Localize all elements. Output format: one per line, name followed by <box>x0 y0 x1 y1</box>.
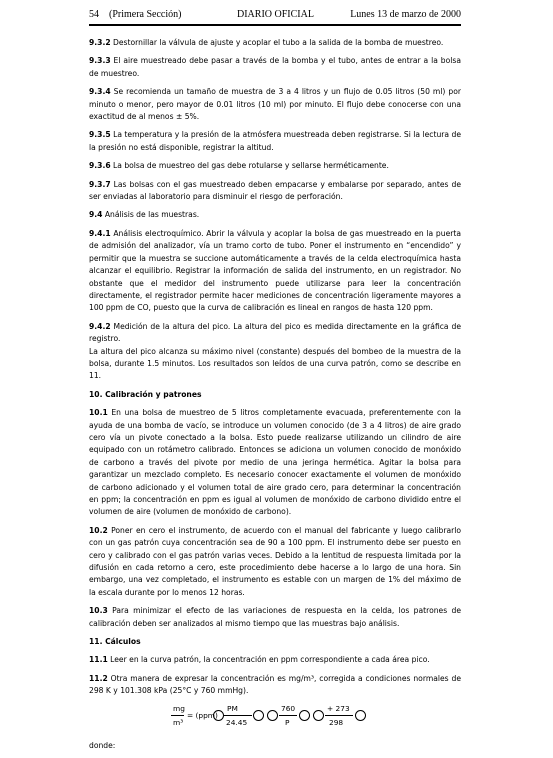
bracket-icon <box>355 710 366 721</box>
paragraph-number: 9.4.2 <box>89 321 111 331</box>
publication-name: DIARIO OFICIAL <box>237 9 314 20</box>
paragraph-text: Poner en cero el instrumento, de acuerdo con el manual del fabricante y luego calibrarlo con un gas patrón cuya concentración sea de 90 a 100 ppm. El instrumento debe ser puesto en cero y calibrado con el gas patrón varias veces. Debido a la lentitud de respuesta limitada por la difusión en cada retorno a cero, este procedimiento debe hacerse a lo largo de una hora. Sin embargo, una vez completado, el instrumento es estable con un margen de 1% del máximo de la escala durante por lo menos 12 horas. <box>89 525 461 597</box>
paragraph-number: 10.1 <box>89 408 108 418</box>
paragraph-number: 9.4.1 <box>89 228 111 238</box>
paragraph-9-3-7 <box>89 179 461 204</box>
paragraph-number: 9.3.2 <box>89 38 111 47</box>
paragraph-text: Para minimizar el efecto de las variaciones de respuesta en la celda, los patrones de calibración deben ser analizados al mismo tiempo que las muestras bajo análisis. <box>89 606 461 628</box>
paragraph-9-4-2 <box>89 321 461 346</box>
paragraph-9-4-1 <box>89 228 461 315</box>
formula-reference-temperature: 298 <box>329 717 344 727</box>
header-rule <box>89 24 461 26</box>
bracket-icon <box>253 710 264 721</box>
section-10-heading: 10. Calibración y patrones <box>89 389 202 399</box>
section-label: (Primera Sección) <box>109 9 182 20</box>
formula-molar-volume: 24.45 <box>226 717 248 727</box>
paragraph-text: La bolsa de muestreo del gas debe rotularse y sellarse herméticamente. <box>110 161 389 171</box>
paragraph-text: Destornillar la válvula de ajuste y acoplar el tubo a la salida de la bomba de muestreo. <box>110 38 444 47</box>
section-11-heading: 11. Cálculos <box>89 637 141 647</box>
paragraph-number: 9.3.5 <box>89 130 111 140</box>
paragraph-number: 10.2 <box>89 525 108 535</box>
paragraph-9-4 <box>89 209 461 221</box>
paragraph-9-3-3 <box>89 55 461 80</box>
paragraph-11-2 <box>89 673 461 698</box>
paragraph-text: Se recomienda un tamaño de muestra de 3 a 4 litros y un flujo de 0.05 litros (50 ml) por minuto o menor, pero mayor de 0.01 litros (10 ml) por minuto. El flujo debe conocerse con una exactitud de al menos ± 5%. <box>89 87 461 122</box>
closing-label: donde: <box>89 740 116 750</box>
paragraph-10-3 <box>89 605 461 630</box>
concentration-formula <box>89 700 461 734</box>
paragraph-text: El aire muestreado debe pasar a través de la bomba y el tubo, antes de entrar a la bolsa de muestreo. <box>89 56 461 78</box>
formula-pressure: P <box>285 717 290 727</box>
paragraph-text: Medición de la altura del pico. La altura del pico es medida directamente en la gráfica de registro. <box>89 321 461 344</box>
paragraph-number: 9.3.6 <box>89 161 111 171</box>
paragraph-number: 11.2 <box>89 673 108 683</box>
paragraph-text: Otra manera de expresar la concentración es mg/m³, corregida a condiciones normales de 298 K y 101.308 kPa (25°C y 760 mmHg). <box>89 673 461 696</box>
bracket-icon <box>267 710 278 721</box>
paragraph-text: En una bolsa de muestreo de 5 litros completamente evacuada, preferentemente con la ayuda de una bomba de vacío, se introduce un volumen conocido (de 3 a 4 litros) de aire grado cero vía un pivote conectado a la bolsa. Esto puede realizarse utilizando un cilindro de aire equipado con un rotámetro calibrado. Entonces se adiciona un volumen conocido de monóxido de carbono a través del pivote por medio de una jeringa hermética. Agitar la bolsa para garantizar un mezclado completo. Es necesario conocer exactamente el volumen de monóxido de carbono adicionado y el volumen total de aire grado cero, para determinar la concentración en ppm; la concentración en ppm es igual al volumen de monóxido de carbono dividido entre el volumen de aire (volumen de monóxido de carbono). <box>89 408 461 517</box>
bracket-icon <box>213 710 224 721</box>
formula-molecular-weight: PM <box>227 703 238 713</box>
formula-temperature-offset: + 273 <box>327 703 350 713</box>
paragraph-9-3-5 <box>89 129 461 154</box>
page-number: 54 <box>89 9 99 20</box>
paragraph-9-3-2 <box>89 37 461 49</box>
paragraph-number: 9.4 <box>89 210 103 220</box>
paragraph-text: La temperatura y la presión de la atmósfera muestreada deben registrarse. Si la lectura de la presión no está disponible, registrar la altitud. <box>89 130 461 152</box>
paragraph-11-1 <box>89 654 461 666</box>
issue-date: Lunes 13 de marzo de 2000 <box>350 9 461 20</box>
paragraph-9-3-4 <box>89 86 461 123</box>
bracket-icon <box>299 710 310 721</box>
paragraph-text: Las bolsas con el gas muestreado deben empacarse y embalarse por separado, antes de ser enviadas al laboratorio para disminuir el riesgo de perforación. <box>89 179 461 202</box>
paragraph-number: 11.1 <box>89 655 108 665</box>
page-header <box>89 9 461 23</box>
bracket-icon <box>313 710 324 721</box>
paragraph-text: Análisis electroquímico. Abrir la válvula y acoplar la bolsa de gas muestreado en la puerta de admisión del analizador, vía un tramo corto de tubo. Poner el instrumento en “encendido” y permitir que la muestra se succione automáticamente a través de la celda electroquímica hasta alcanzar el equilibrio. Registrar la información de salida del instrumento, en un registrador. No obstante que el medidor del instrumento puede utilizarse para leer la concentración directamente, el registrador permite hacer mediciones de concentración ligeramente mayores a 100 ppm de CO, puesto que la curva de calibración es lineal en rangos de hasta 120 ppm. <box>89 228 461 313</box>
formula-lhs-denominator: m³ <box>173 717 184 727</box>
paragraph-number: 9.3.3 <box>89 56 111 66</box>
paragraph-text: Leer en la curva patrón, la concentración en ppm correspondiente a cada área pico. <box>107 655 430 665</box>
paragraph-10-2 <box>89 525 461 599</box>
paragraph-9-3-6 <box>89 160 461 172</box>
formula-lhs-numerator: mg <box>173 703 185 713</box>
paragraph-number: 9.3.7 <box>89 179 111 189</box>
paragraph-number: 9.3.4 <box>89 87 111 97</box>
document-body <box>89 37 461 758</box>
paragraph-10-1 <box>89 407 461 519</box>
paragraph-text: Análisis de las muestras. <box>102 210 200 220</box>
paragraph-peak-height: La altura del pico alcanza su máximo nivel (constante) después del bombeo de la muestra de la bolsa, durante 1.5 minutos. Los resultados son leídos de una curva patrón, como se describe en 11. <box>89 346 461 381</box>
paragraph-number: 10.3 <box>89 606 108 616</box>
formula-equals-ppm: = (ppm) <box>187 710 218 720</box>
formula-pressure-ref: 760 <box>281 703 296 713</box>
